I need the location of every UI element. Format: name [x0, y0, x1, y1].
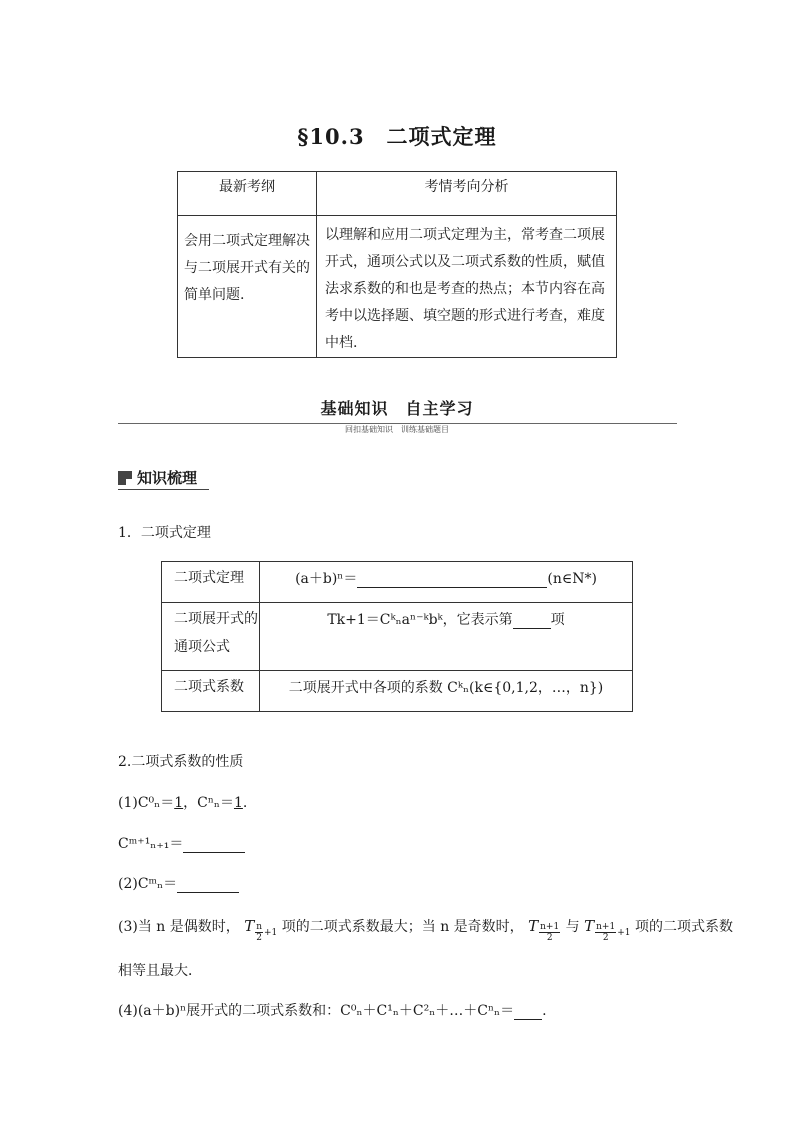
property-4-text: (4)(a＋b)ⁿ展开式的二项式系数和：C⁰ₙ＋C¹ₙ＋C²ₙ＋…＋Cⁿₙ＝: [118, 1003, 515, 1019]
property-3-part-c: 与: [565, 919, 580, 935]
row-label-coefficient: 二项式系数: [162, 671, 260, 712]
row-general-term-formula: [260, 603, 633, 671]
property-1b-text: Cᵐ⁺¹ₙ₊₁＝: [118, 836, 184, 852]
knowledge-underline: [118, 489, 209, 490]
syllabus-requirement: 会用二项式定理解决与二项展开式有关的简单问题.: [178, 216, 317, 358]
general-term-formula: Tk+1＝Cᵏₙaⁿ⁻ᵏbᵏ，它表示第: [327, 612, 513, 628]
theorem-formula-right: (n∈N*): [547, 571, 597, 587]
section-heading: 基础知识 自主学习: [320, 399, 474, 418]
row-coefficient-text: 二项展开式中各项的系数 Cᵏₙ(k∈{0,1,2，…，n}): [260, 671, 633, 712]
property-2: [118, 873, 239, 893]
property-1-end: .: [242, 795, 248, 811]
syllabus-header-left: 最新考纲: [178, 172, 317, 216]
property-1-value-1: 1: [174, 795, 184, 811]
property-4: [118, 1000, 547, 1020]
section-subheading-wrap: [0, 417, 794, 436]
property-1-mid: ，Cⁿₙ＝: [183, 795, 234, 811]
property-3-part-a: (3)当 n 是偶数时，: [118, 919, 240, 935]
binomial-table: [161, 561, 633, 712]
answer-blank: [514, 1005, 542, 1020]
square-icon: [118, 471, 132, 485]
answer-blank: [183, 838, 245, 853]
term-odd-middle-2: T $\frac{n+1}{2}$ +1: [584, 917, 631, 943]
knowledge-label-text: 知识梳理: [137, 469, 198, 487]
answer-blank: [177, 878, 239, 893]
property-4-end: .: [542, 1003, 547, 1019]
term-even-middle: T $\frac{n}{2}$ +1: [244, 917, 278, 943]
row-theorem-formula: [260, 562, 633, 603]
theorem-formula-left: (a＋b)ⁿ＝: [295, 571, 358, 587]
answer-blank: [513, 614, 551, 629]
property-1: [118, 792, 247, 812]
general-term-suffix: 项: [550, 612, 565, 628]
property-2-text: (2)Cᵐₙ＝: [118, 876, 178, 892]
syllabus-table: [177, 171, 617, 358]
property-3-cont: 相等且最大．: [118, 963, 202, 979]
term-odd-middle-1: T $\frac{n+1}{2}$: [528, 917, 560, 943]
property-3: [118, 914, 733, 943]
item-2-heading: 2.二项式系数的性质: [118, 754, 244, 770]
page-title: §10.3 二项式定理: [297, 124, 497, 149]
item-1-heading: 1．二项式定理: [118, 525, 211, 541]
answer-blank: [357, 573, 547, 588]
syllabus-analysis: 以理解和应用二项式定理为主，常考查二项展开式，通项公式以及二项式系数的性质，赋值法求系数的和也是考查的热点；本节内容在高考中以选择题、填空题的形式进行考查，难度中档.: [317, 216, 617, 358]
knowledge-label: [118, 467, 197, 488]
syllabus-header-right: 考情考向分析: [317, 172, 617, 216]
property-1-value-2: 1: [233, 795, 243, 811]
row-label-general-term: 二项展开式的通项公式: [162, 603, 260, 671]
property-1b: [118, 833, 245, 853]
property-3-part-b: 项的二项式系数最大；当 n 是奇数时，: [281, 919, 524, 935]
property-1-prefix: (1)C⁰ₙ＝: [118, 795, 175, 811]
row-label-theorem: 二项式定理: [162, 562, 260, 603]
section-subheading: 回扣基础知识 训练基础题目: [339, 425, 455, 434]
property-3-part-d: 项的二项式系数: [634, 919, 733, 935]
